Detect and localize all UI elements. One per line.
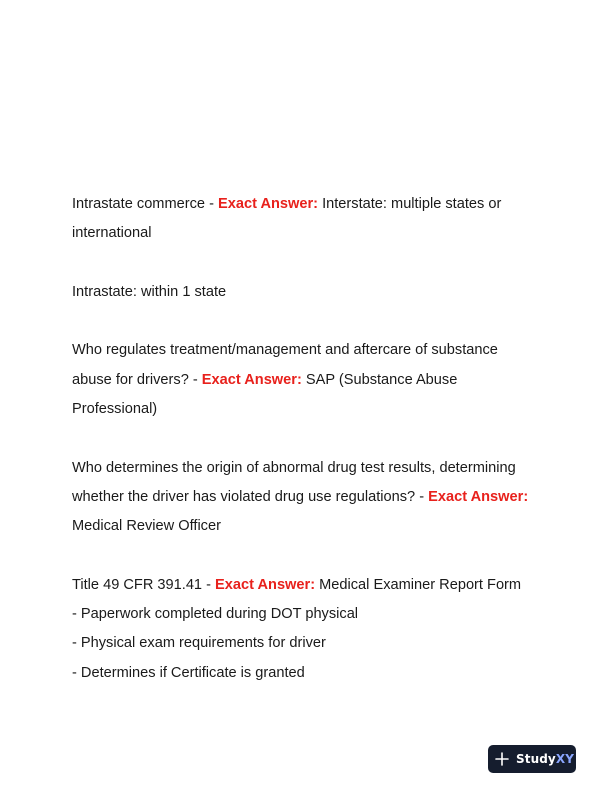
- question-line: Who regulates treatment/management and aftercare of substance: [72, 342, 498, 359]
- answer-label: Exact Answer:: [217, 196, 319, 212]
- question-text: whether the driver has violated drug use regulations? -: [72, 488, 429, 505]
- document-body: [72, 190, 542, 688]
- question-text: Title 49 CFR 391.41 -: [72, 576, 216, 593]
- qa-item-2: [72, 366, 542, 425]
- answer-text: SAP (Substance Abuse Professional): [72, 371, 458, 418]
- brand-name-main: Study: [516, 752, 556, 766]
- qa-item-4: [72, 571, 542, 600]
- plus-icon: [495, 752, 509, 766]
- answer-text: Interstate: multiple states or: [318, 196, 502, 212]
- studyxy-logo-badge: [488, 745, 576, 773]
- answer-note: Intrastate: within 1 state: [72, 283, 227, 300]
- answer-label: Exact Answer:: [215, 576, 316, 593]
- bullet-item: - Physical exam requirements for driver: [72, 635, 326, 652]
- question-text: Intrastate commerce -: [72, 196, 218, 212]
- answer-label: Exact Answer:: [428, 488, 529, 505]
- answer-label: Exact Answer:: [201, 371, 302, 388]
- bullet-item: - Determines if Certificate is granted: [72, 664, 305, 681]
- bullet-item: - Paperwork completed during DOT physical: [72, 606, 359, 623]
- answer-continuation: international: [72, 225, 152, 242]
- brand-name-accent: XY: [555, 752, 574, 766]
- question-line: Who determines the origin of abnormal drug test results, determining: [72, 459, 516, 476]
- qa-item-1: [72, 190, 542, 219]
- brand-name: [516, 752, 574, 766]
- answer-text: Medical Examiner Report Form: [315, 576, 522, 593]
- qa-item-3: [72, 483, 542, 512]
- answer-text: Medical Review Officer: [72, 518, 221, 535]
- question-text: abuse for drivers? -: [72, 371, 202, 388]
